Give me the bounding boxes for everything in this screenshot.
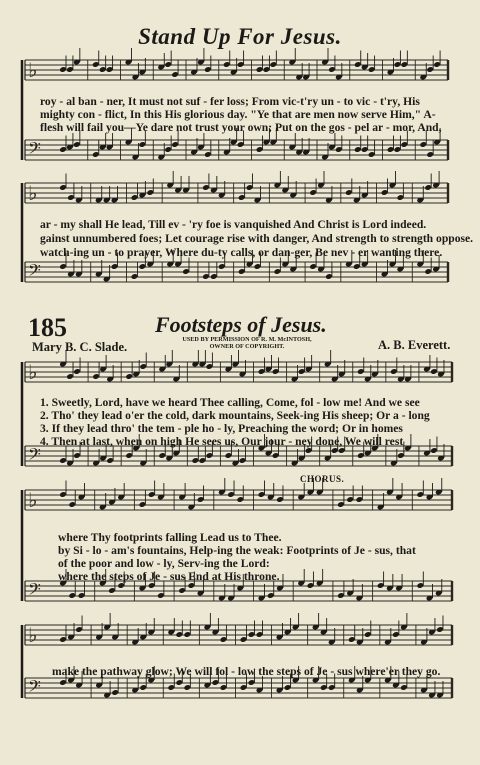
hymn-title: Footsteps of Jesus. — [155, 312, 327, 337]
clef-icon: ♭ — [28, 181, 38, 205]
verse-line: 4. Then at last, when on high He sees us, Our jour - ney done, We will rest — [40, 435, 404, 448]
lyric-line: flesh will fail you—Ye dare not trust your own; Put on the gos - pel ar - mor, And, — [40, 121, 442, 134]
hymn-number: 185 — [28, 313, 67, 342]
copyright-notice: USED BY PERMISSION OF R. M. McINTOSH, OWNER OF COPYRIGHT. — [182, 336, 312, 350]
verse-line: by Si - lo - am's fountains, Help-ing the weak: Footprints of Je - sus, that — [58, 544, 416, 557]
clef-icon: 𝄢 — [28, 260, 41, 284]
clef-icon: ♭ — [28, 623, 38, 647]
chorus-label: CHORUS. — [300, 474, 345, 484]
author: Mary B. C. Slade. — [32, 340, 128, 354]
verse-line: make the pathway glow; We will fol - low the steps of Je - sus where'er they go. — [52, 665, 441, 678]
clef-icon: 𝄢 — [28, 444, 41, 468]
lyric-line: gainst unnumbered foes; Let courage rise with danger, And strength to strength oppose. — [40, 232, 474, 245]
verse-line: where the steps of Je - sus End at His throne. — [58, 570, 280, 583]
clef-icon: ♭ — [28, 488, 38, 512]
composer: A. B. Everett. — [378, 338, 451, 352]
verse-line: 3. If they lead thro' the tem - ple ho - ly, Preaching the word; Or in homes — [40, 422, 403, 435]
verse-line: where Thy footprints falling Lead us to Thee. — [58, 531, 282, 544]
clef-icon: 𝄢 — [28, 676, 41, 700]
verse-line: 2. Tho' they lead o'er the cold, dark mountains, Seek-ing His sheep; Or a - long — [40, 409, 430, 422]
hymn-title-top: Stand Up For Jesus. — [138, 24, 342, 49]
clef-icon: ♭ — [28, 360, 38, 384]
lyric-line: ar - my shall He lead, Till ev - 'ry foe is vanquished And Christ is Lord indeed. — [40, 218, 427, 231]
clef-icon: 𝄢 — [28, 579, 41, 603]
lyric-line: roy - al ban - ner, It must not suf - fer loss; From vic-t'ry un - to vic - t'ry, His — [40, 95, 420, 108]
lyric-line: mighty con - flict, In this His glorious day. "Ye that are men now serve Him," A- — [40, 108, 436, 121]
clef-icon: 𝄢 — [28, 138, 41, 162]
lyric-line: watch-ing un - to prayer, Where du-ty calls, or dan-ger, Be nev - er wanting there. — [40, 246, 443, 259]
verse-line: of the poor and low - ly, Serv-ing the Lord: — [58, 557, 270, 570]
verse-line: 1. Sweetly, Lord, have we heard Thee calling, Come, fol - low me! And we see — [40, 396, 420, 409]
clef-icon: ♭ — [28, 58, 38, 82]
